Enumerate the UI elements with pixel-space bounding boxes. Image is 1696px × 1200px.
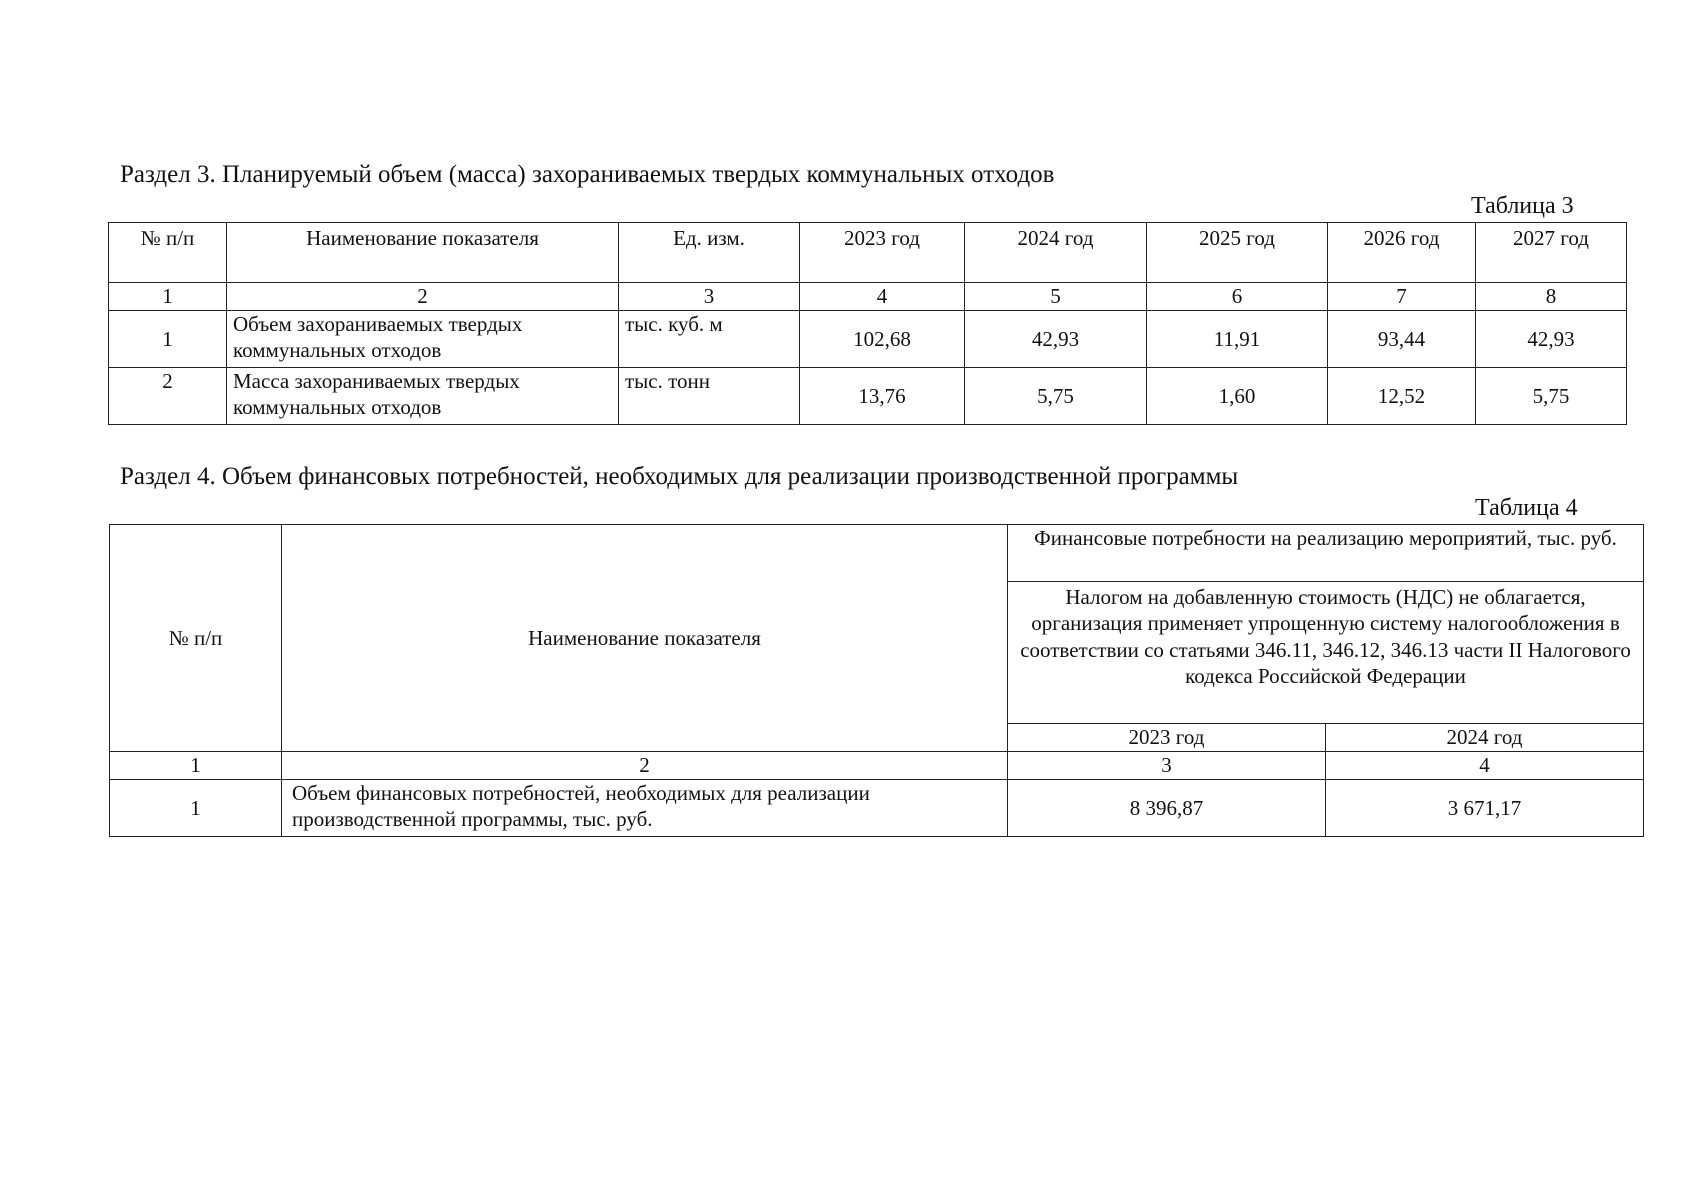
table4-colnum-row: [110, 752, 1644, 780]
row-value: 5,75: [965, 368, 1147, 425]
table3-header: Ед. изм.: [619, 223, 800, 283]
row-name: Объем захораниваемых твердых коммунальных отходов: [227, 311, 619, 368]
table3-row: [109, 368, 1627, 425]
table4-colnum: 2: [282, 752, 1008, 780]
row-unit: тыс. куб. м: [619, 311, 800, 368]
table4: [109, 524, 1644, 837]
table4-header-row: [110, 525, 1644, 582]
table4-year: 2023 год: [1008, 724, 1326, 752]
table4-colnum: 4: [1326, 752, 1644, 780]
row-name: Объем финансовых потребностей, необходимых для реализации производственной программы, тыс. руб.: [282, 780, 1008, 837]
table3-colnum: 8: [1476, 283, 1627, 311]
table3-colnum: 4: [800, 283, 965, 311]
table3-header: 2023 год: [800, 223, 965, 283]
section3-title: Раздел 3. Планируемый объем (масса) захораниваемых твердых коммунальных отходов: [120, 161, 1055, 188]
row-name: Масса захораниваемых твердых коммунальных отходов: [227, 368, 619, 425]
row-value: 42,93: [965, 311, 1147, 368]
table3-label: Таблица 3: [1471, 193, 1574, 219]
table3-header: Наименование показателя: [227, 223, 619, 283]
row-number: 2: [109, 368, 227, 425]
table3-header: 2024 год: [965, 223, 1147, 283]
table3-colnum: 2: [227, 283, 619, 311]
row-value: 5,75: [1476, 368, 1627, 425]
table3-colnum: 5: [965, 283, 1147, 311]
row-value: 8 396,87: [1008, 780, 1326, 837]
row-number: 1: [110, 780, 282, 837]
table3-header-row: [109, 223, 1627, 283]
table4-header-num: № п/п: [110, 525, 282, 752]
table4-header-name: Наименование показателя: [282, 525, 1008, 752]
row-number: 1: [109, 311, 227, 368]
row-value: 42,93: [1476, 311, 1627, 368]
table4-colnum: 1: [110, 752, 282, 780]
row-value: 93,44: [1328, 311, 1476, 368]
table3-header: 2027 год: [1476, 223, 1627, 283]
row-value: 1,60: [1147, 368, 1328, 425]
table3-colnum: 1: [109, 283, 227, 311]
table4-year: 2024 год: [1326, 724, 1644, 752]
table4-label: Таблица 4: [1475, 495, 1578, 521]
table3-colnum: 7: [1328, 283, 1476, 311]
row-value: 12,52: [1328, 368, 1476, 425]
table3-colnum-row: [109, 283, 1627, 311]
row-value: 13,76: [800, 368, 965, 425]
section4-title: Раздел 4. Объем финансовых потребностей, необходимых для реализации производственной программы: [120, 463, 1239, 490]
row-value: 11,91: [1147, 311, 1328, 368]
table3-row: [109, 311, 1627, 368]
table3: [108, 222, 1627, 425]
table4-row: [110, 780, 1644, 837]
table3-header: № п/п: [109, 223, 227, 283]
row-value: 3 671,17: [1326, 780, 1644, 837]
row-unit: тыс. тонн: [619, 368, 800, 425]
table3-colnum: 3: [619, 283, 800, 311]
table3-header: 2025 год: [1147, 223, 1328, 283]
table4-header-vat-note: Налогом на добавленную стоимость (НДС) не облагается, организация применяет упрощенную систему налогообложения в соответствии со статьями 346.11, 346.12, 346.13 части II Налогового кодекса Российской Федерации: [1008, 582, 1644, 724]
row-value: 102,68: [800, 311, 965, 368]
table4-header-financial: Финансовые потребности на реализацию мероприятий, тыс. руб.: [1008, 525, 1644, 582]
table3-header: 2026 год: [1328, 223, 1476, 283]
table3-colnum: 6: [1147, 283, 1328, 311]
table4-colnum: 3: [1008, 752, 1326, 780]
